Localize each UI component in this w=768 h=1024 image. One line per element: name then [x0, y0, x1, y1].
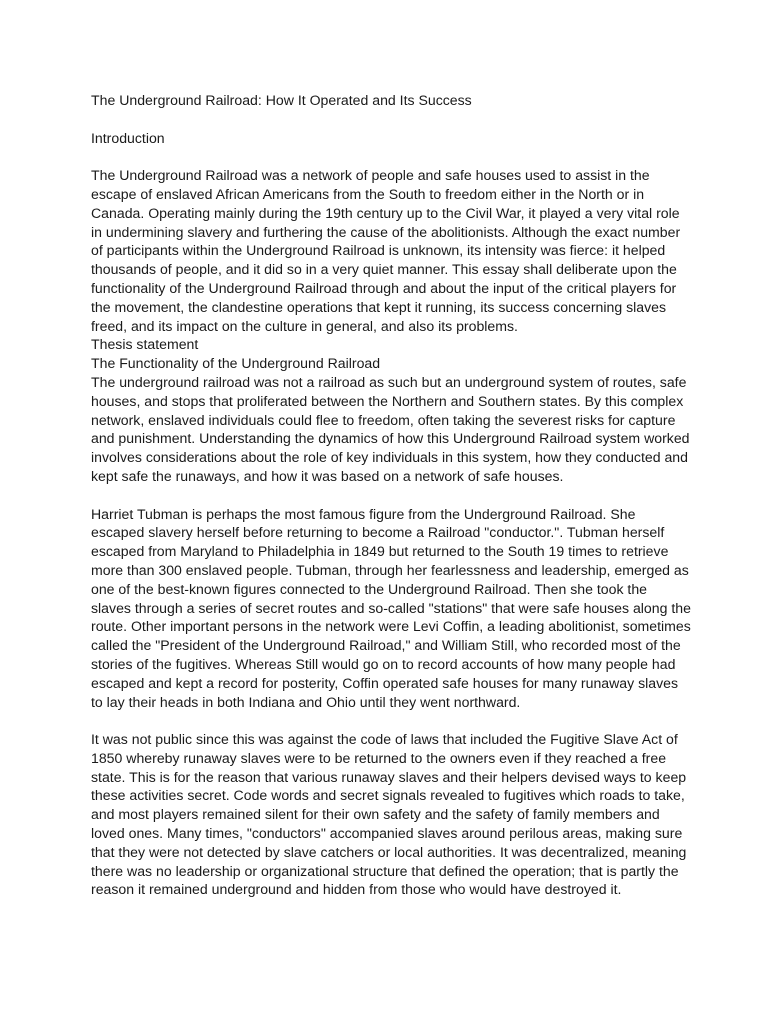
text-line: It was not public since this was against the code of laws that included the Fugitive Slave Act of: [91, 731, 678, 748]
text-line: stories of the fugitives. Whereas Still would go on to record accounts of how many people had: [91, 655, 676, 672]
text-line: called the "President of the Underground Railroad," and William Still, who recorded most of the: [91, 637, 681, 654]
text-line: houses, and stops that proliferated between the Northern and Southern states. By this complex: [91, 392, 684, 409]
text-line: escaped and kept a record for posterity, Coffin operated safe houses for many runaway slaves: [91, 674, 679, 691]
text-line: Harriet Tubman is perhaps the most famous figure from the Underground Railroad. She: [91, 505, 636, 522]
text-line: network, enslaved individuals could flee to freedom, often taking the severest risks for capture: [91, 411, 676, 428]
introduction-heading: Introduction: [91, 129, 165, 146]
spacer: [91, 711, 691, 730]
text-line: escaped slavery herself before returning to become a Railroad "conductor.". Tubman herself: [91, 524, 665, 541]
introduction-paragraph: [91, 166, 691, 335]
functionality-heading: The Functionality of the Underground Railroad: [91, 355, 381, 372]
text-line: and punishment. Understanding the dynamics of how this Underground Railroad system worked: [91, 430, 690, 447]
spacer: [91, 110, 691, 129]
text-line: involves considerations about the role of key individuals in this system, how they conducted and: [91, 449, 688, 466]
text-line: escaped from Maryland to Philadelphia in 1849 but returned to the South 19 times to retrieve: [91, 543, 669, 560]
text-line: there was no leadership or organizational structure that defined the operation; that is partly the: [91, 862, 679, 879]
functionality-paragraph: [91, 373, 691, 486]
text-line: freed, and its impact on the culture in general, and also its problems.: [91, 317, 518, 334]
text-line: these activities secret. Code words and secret signals revealed to fugitives which roads to take,: [91, 787, 685, 804]
spacer: [91, 147, 691, 166]
text-line: the movement, the clandestine operations that kept it running, its success concerning slaves: [91, 298, 667, 315]
text-line: to lay their heads in both Indiana and Ohio until they went northward.: [91, 693, 521, 710]
tubman-paragraph: [91, 505, 691, 712]
text-line: loved ones. Many times, "conductors" accompanied slaves around perilous areas, making sure: [91, 825, 683, 842]
text-line: and most players remained silent for their own safety and the safety of family members and: [91, 806, 660, 823]
text-line: slaves through a series of secret routes and so-called "stations" that were safe houses along the: [91, 599, 691, 616]
text-line: functionality of the Underground Railroad through and about the input of the critical players for: [91, 279, 677, 296]
text-line: one of the best-known figures connected to the Underground Railroad. Then she took the: [91, 580, 648, 597]
text-line: state. This is for the reason that various runaway slaves and their helpers devised ways to keep: [91, 768, 687, 785]
thesis-heading: Thesis statement: [91, 336, 199, 353]
text-line: more than 300 enslaved people. Tubman, through her fearlessness and leadership, emerged as: [91, 561, 689, 578]
text-line: Canada. Operating mainly during the 19th century up to the Civil War, it played a very vital role: [91, 204, 680, 221]
text-line: of participants within the Underground Railroad is unknown, its intensity was fierce: it helped: [91, 242, 666, 259]
document-body: [91, 91, 691, 899]
text-line: route. Other important persons in the network were Levi Coffin, a leading abolitionist, sometimes: [91, 618, 691, 635]
text-line: The underground railroad was not a railroad as such but an underground system of routes, safe: [91, 373, 687, 390]
text-line: kept safe the runaways, and how it was based on a network of safe houses.: [91, 467, 564, 484]
text-line: The Underground Railroad was a network of people and safe houses used to assist in the: [91, 167, 650, 184]
text-line: reason it remained underground and hidden from those who would have destroyed it.: [91, 881, 622, 898]
text-line: escape of enslaved African Americans from the South to freedom either in the North or in: [91, 185, 645, 202]
text-line: thousands of people, and it did so in a very quiet manner. This essay shall deliberate upon the: [91, 261, 677, 278]
secrecy-paragraph: [91, 730, 691, 899]
text-line: in undermining slavery and furthering the cause of the abolitionists. Although the exact number: [91, 223, 681, 240]
document-title: The Underground Railroad: How It Operated and Its Success: [91, 92, 472, 108]
text-line: 1850 whereby runaway slaves were to be returned to the owners even if they reached a free: [91, 749, 667, 766]
text-line: that they were not detected by slave catchers or local authorities. It was decentralized, meaning: [91, 843, 687, 860]
spacer: [91, 486, 691, 505]
